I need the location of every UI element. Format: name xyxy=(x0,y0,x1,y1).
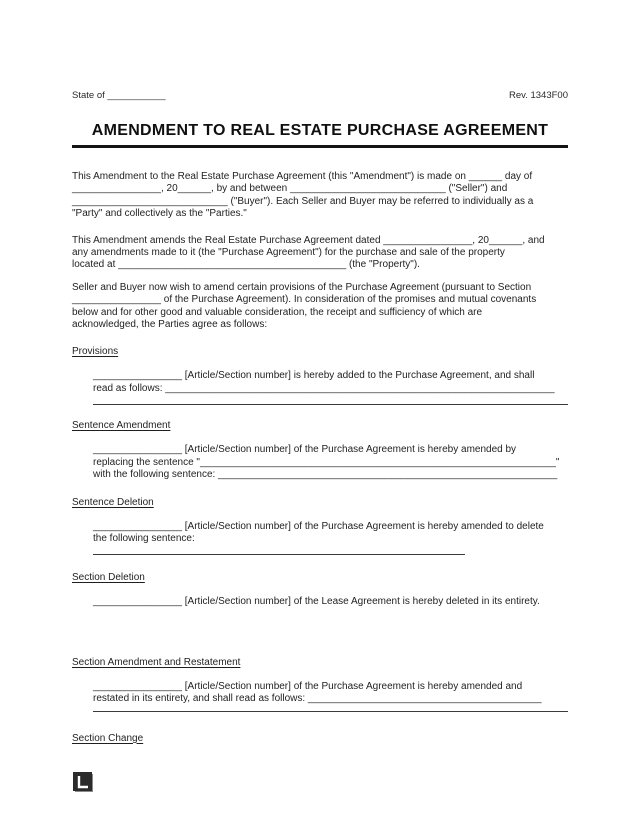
intro-paragraph-parties xyxy=(72,171,568,221)
document-meta-row xyxy=(72,90,568,101)
section-amendment-restatement-body xyxy=(93,681,568,706)
text-line: with the following sentence: _____________________________________________________________ xyxy=(93,469,558,481)
sentence-deletion-body xyxy=(93,521,568,546)
fill-in-line xyxy=(93,404,568,405)
text-line: ____________________________ ("Buyer"). Each Seller and Buyer may be referred to individually as a xyxy=(72,195,534,207)
text-line: replacing the sentence "________________________________________________________________" xyxy=(93,456,560,468)
text-line: ________________ [Article/Section number] of the Purchase Agreement is hereby amended by xyxy=(93,444,517,456)
section-deletion-body xyxy=(93,596,568,608)
state-of-blank: State of ___________ xyxy=(72,90,166,101)
revision-number: Rev. 1343F00 xyxy=(509,90,568,101)
text-line: Seller and Buyer now wish to amend certain provisions of the Purchase Agreement (pursuant to Section xyxy=(72,281,532,293)
text-line: This Amendment amends the Real Estate Purchase Agreement dated ________________, 20______, and xyxy=(72,234,545,246)
sentence-deletion-heading: Sentence Deletion xyxy=(72,496,154,508)
intro-paragraph-recitals xyxy=(72,282,568,332)
legal-templates-logo-icon xyxy=(72,770,98,798)
fill-in-line xyxy=(93,711,568,712)
text-line: ________________ [Article/Section number] of the Purchase Agreement is hereby amended to delete xyxy=(93,520,544,532)
text-line: the following sentence: xyxy=(93,532,195,544)
section-deletion-heading: Section Deletion xyxy=(72,572,145,584)
text-line: located at _________________________________________ (the "Property"). xyxy=(72,259,420,271)
text-line: acknowledged, the Parties agree as follows: xyxy=(72,319,268,331)
title-rule xyxy=(72,145,568,148)
text-line: below and for other good and valuable consideration, the receipt and sufficiency of which are xyxy=(72,306,483,318)
sentence-amendment-heading: Sentence Amendment xyxy=(72,420,171,432)
document-title: AMENDMENT TO REAL ESTATE PURCHASE AGREEMENT xyxy=(91,122,549,139)
text-line: any amendments made to it (the "Purchase Agreement") for the purchase and sale of the property xyxy=(72,247,505,259)
text-line: ________________, 20______, by and between ____________________________ ("Seller") and xyxy=(72,183,508,195)
fill-in-line xyxy=(93,554,465,555)
intro-paragraph-agreement xyxy=(72,235,568,272)
text-line: ________________ [Article/Section number] of the Lease Agreement is hereby deleted in its entirety. xyxy=(93,596,540,608)
text-line: read as follows: ______________________________________________________________________ xyxy=(93,382,555,394)
document-page xyxy=(72,0,568,744)
text-line: "Party" and collectively as the "Parties." xyxy=(72,208,247,220)
provisions-body xyxy=(93,370,568,395)
sentence-amendment-body xyxy=(93,444,568,481)
text-line: ________________ [Article/Section number] is hereby added to the Purchase Agreement, and shall xyxy=(93,370,535,382)
section-change-heading: Section Change xyxy=(72,732,144,744)
text-line: restated in its entirety, and shall read as follows: __________________________________________ xyxy=(93,693,542,705)
text-line: ________________ [Article/Section number] of the Purchase Agreement is hereby amended and xyxy=(93,680,523,692)
text-line: ________________ of the Purchase Agreement). In consideration of the promises and mutual covenants xyxy=(72,294,537,306)
text-line: This Amendment to the Real Estate Purchase Agreement (this "Amendment") is made on ______ day of xyxy=(72,171,533,182)
provisions-heading: Provisions xyxy=(72,346,119,358)
section-amendment-restatement-heading: Section Amendment and Restatement xyxy=(72,656,241,668)
